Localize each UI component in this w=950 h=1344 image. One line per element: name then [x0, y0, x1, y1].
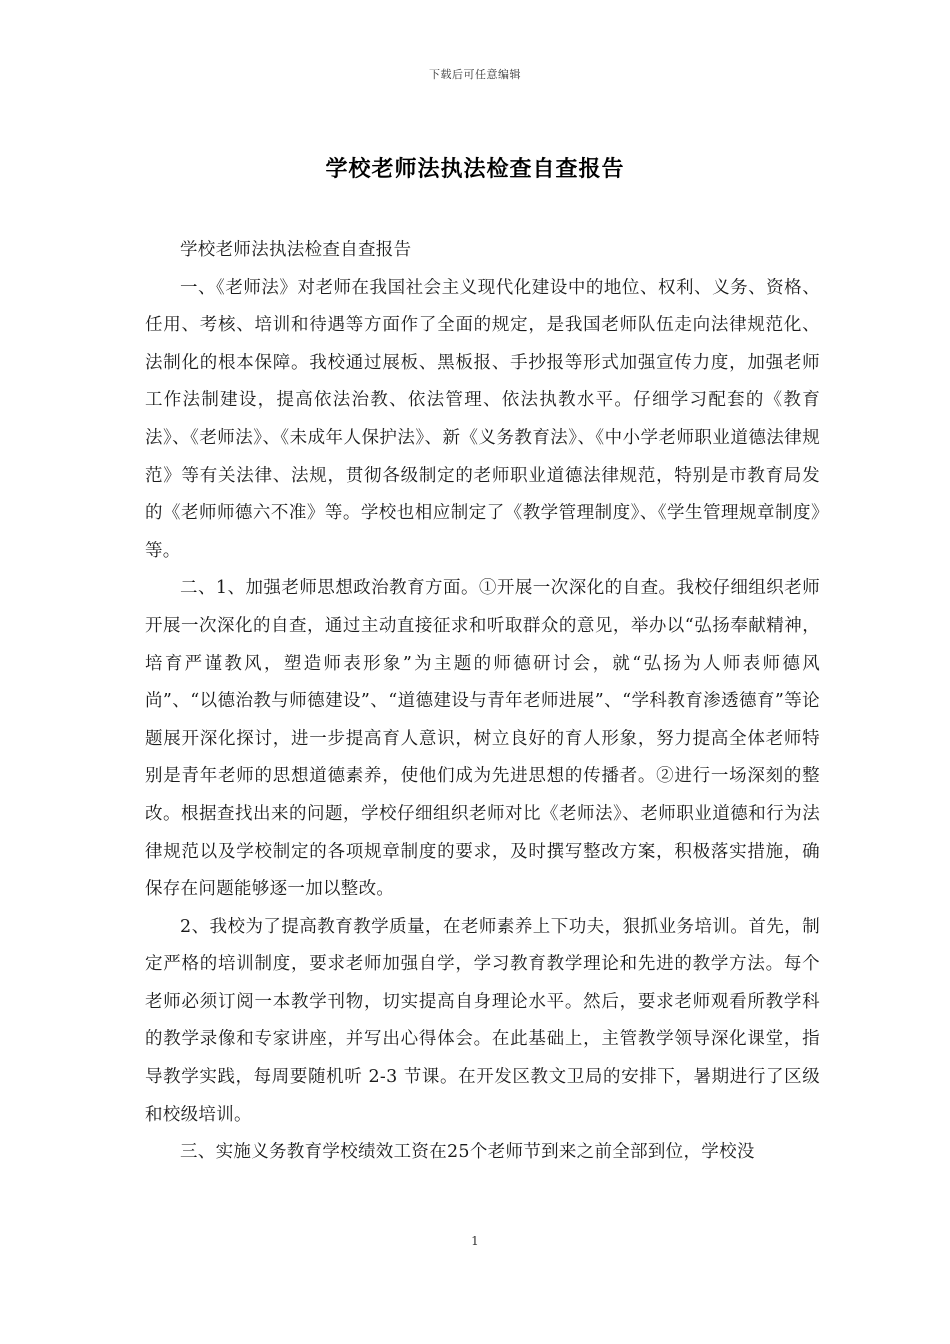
- paragraph-section-2-item-2: 2、我校为了提高教育教学质量，在老师素养上下功夫，狠抓业务培训。首先，制定严格的培训制度，要求老师加强自学，学习教育教学理论和先进的教学方法。每个老师必须订阅一本教学刊物，切实提高自身理论水平。然后，要求老师观看所教学科的教学录像和专家讲座，并写出心得体会。在此基础上，主管教学领导深化课堂，指导教学实践，每周要随机听 2-3 节课。在开发区教文卫局的安排下，暑期进行了区级和校级培训。: [145, 916, 820, 1125]
- paragraph-section-1: 一、《老师法》对老师在我国社会主义现代化建设中的地位、权利、义务、资格、任用、考核、培训和待遇等方面作了全面的规定，是我国老师队伍走向法律规范化、法制化的根本保障。我校通过展板、黑板报、手抄报等形式加强宣传力度，加强老师工作法制建设，提高依法治教、依法管理、依法执教水平。仔细学习配套的《教育法》、《老师法》、《未成年人保护法》、新《义务教育法》、《中小学老师职业道德法律规范》等有关法律、法规，贯彻各级制定的老师职业道德法律规范，特别是市教育局发的《老师师德六不准》等。学校也相应制定了《教学管理制度》、《学生管理规章制度》等。: [145, 277, 820, 561]
- paragraph-section-3: 三、实施义务教育学校绩效工资在25个老师节到来之前全部到位，学校没: [180, 1142, 755, 1163]
- paragraph-subtitle: 学校老师法执法检查自查报告: [180, 240, 412, 260]
- paragraph-section-2: 二、1、加强老师思想政治教育方面。①开展一次深化的自查。我校仔细组织老师开展一次深化的自查，通过主动直接征求和听取群众的意见，举办以“弘扬奉献精神，培育严谨教风，塑造师表形象”为主题的师德研讨会，就“弘扬为人师表师德风尚”、“以德治教与师德建设”、“道德建设与青年老师进展”、“学科教育渗透德育”等论题展开深化探讨，进一步提高育人意识，树立良好的育人形象，努力提高全体老师特别是青年老师的思想道德素养，使他们成为先进思想的传播者。②进行一场深刻的整改。根据查找出来的问题，学校仔细组织老师对比《老师法》、老师职业道德和行为法律规范以及学校制定的各项规章制度的要求，及时撰写整改方案，积极落实措施，确保存在问题能够逐一加以整改。: [145, 578, 820, 900]
- header-note: 下载后可任意编辑: [429, 68, 521, 81]
- document-title: 学校老师法执法检查自查报告: [325, 156, 625, 182]
- document-body: [145, 232, 820, 1172]
- page-number: 1: [471, 1234, 479, 1248]
